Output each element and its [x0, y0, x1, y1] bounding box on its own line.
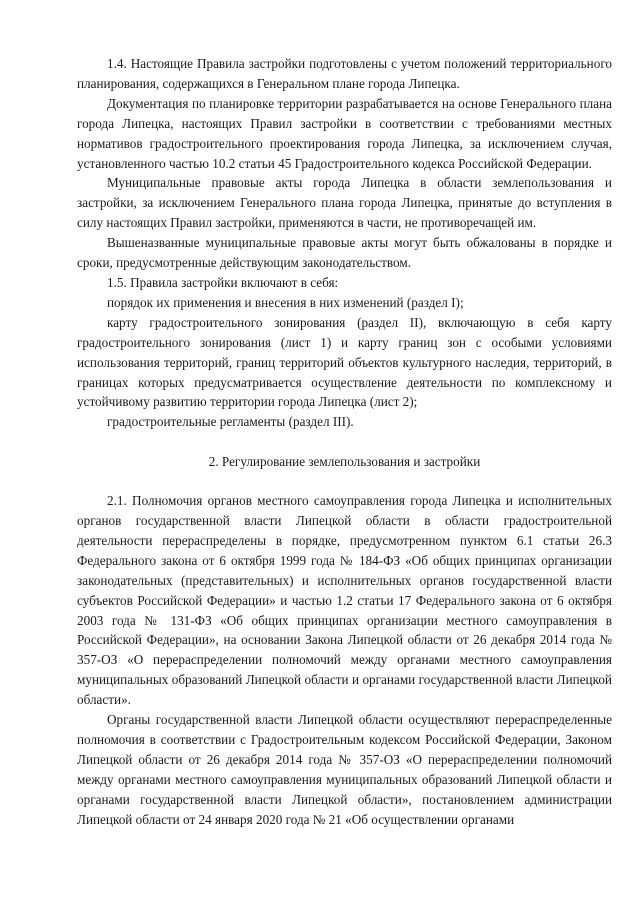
- paragraph-1-4: 1.4. Настоящие Правила застройки подготовлены с учетом положений территориального планирования, содержащихся в Генеральном плане города Липецка.: [77, 56, 612, 91]
- list-item-regulations: градостроительные регламенты (раздел III).: [107, 414, 354, 430]
- document-body: [77, 54, 612, 830]
- paragraph-appeal: Вышеназванные муниципальные правовые акты могут быть обжалованы в порядке и сроки, предусмотренные действующим законодательством.: [77, 235, 612, 271]
- paragraph-state-authorities: Органы государственной власти Липецкой области осуществляют перераспределенные полномочия в соответствии с Градостроительным кодексом Российской Федерации, Законом Липецкой области от 26 декабря 2014 года № 357-ОЗ «О перераспределении полномочий между органами местного самоуправления муниципальных образований Липецкой области и органами государственной власти Липецкой области», постановлением администрации Липецкой области от 24 января 2020 года № 21 «Об осуществлении органами: [77, 712, 612, 827]
- list-item-zoning-map: карту градостроительного зонирования (раздел II), включающую в себя карту градостроительного зонирования (лист 1) и карту границ зон с особыми условиями использования территорий, границ территорий объектов культурного наследия, территорий, в границах которых предусматривается осуществление деятельности по комплексному и устойчивому развитию территории города Липецка (лист 2);: [77, 314, 612, 410]
- paragraph-2-1: 2.1. Полномочия органов местного самоуправления города Липецка и исполнительных органов государственной власти Липецкой области в области градостроительной деятельности перераспределены в порядке, предусмотренном пунктом 6.1 статьи 26.3 Федерального закона от 6 октября 1999 года № 184-ФЗ «Об общих принципах организации законодательных (представительных) и исполнительных органов государственной власти субъектов Российской Федерации» и частью 1.2 статьи 17 Федерального закона от 6 октября 2003 года № 131-ФЗ «Об общих принципах организации местного самоуправления в Российской Федерации», на основании Закона Липецкой области от 26 декабря 2014 года № 357-ОЗ «О перераспределении полномочий между органами местного самоуправления муниципальных образований Липецкой области и органами государственной власти Липецкой области».: [77, 493, 612, 708]
- list-item-procedure: порядок их применения и внесения в них изменений (раздел I);: [107, 294, 464, 310]
- paragraph-planning-documentation: Документация по планировке территории разрабатывается на основе Генерального плана города Липецка, настоящих Правил застройки в соответствии с требованиями местных нормативов градостроительного проектирования города Липецка, за исключением случая, установленного частью 10.2 статьи 45 Градостроительного кодекса Российской Федерации.: [77, 95, 612, 171]
- paragraph-municipal-acts: Муниципальные правовые акты города Липецка в области землепользования и застройки, за исключением Генерального плана города Липецка, принятые до вступления в силу настоящих Правил застройки, применяются в части, не противоречащей им.: [77, 175, 612, 231]
- paragraph-1-5: 1.5. Правила застройки включают в себя:: [107, 274, 339, 290]
- section-heading: 2. Регулирование землепользования и застройки: [208, 454, 481, 470]
